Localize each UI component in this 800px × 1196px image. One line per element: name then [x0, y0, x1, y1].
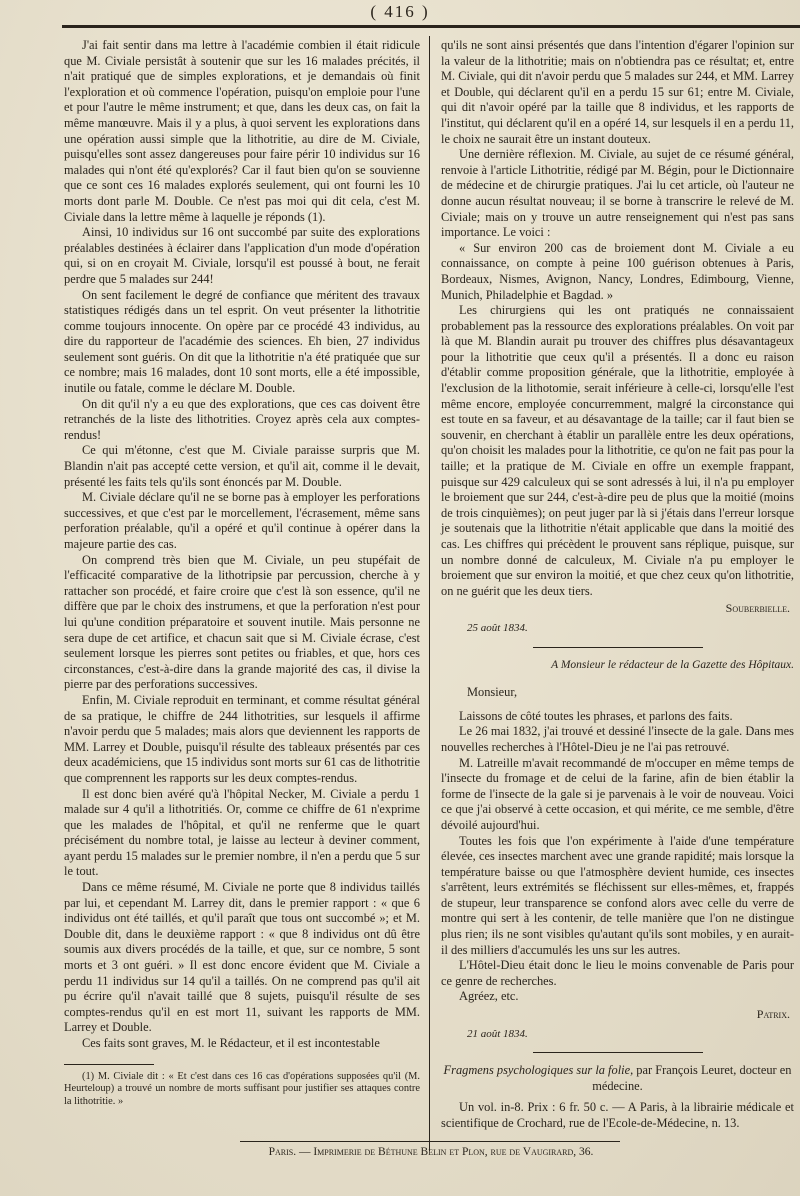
signature: Patrix.	[756, 1007, 790, 1022]
right-column	[441, 38, 794, 1132]
article-paragraph: Ces faits sont graves, M. le Rédacteur, et il est incontestable	[82, 1036, 380, 1050]
footnote-rule	[64, 1064, 154, 1065]
letter-paragraph: Toutes les fois que l'on expérimente à l'aide d'une température élevée, ces insectes marchent avec une grande rapidité; mais lorsque la température baisse ou que l'atmosphère devient humide, ces insectes s'arrêtent, leurs extrémités se fléchissent sur elles-mêmes, et, frappés de stupeur, leur transparence se confond alors avec celle du verre de montre qui sert à les contenir, de telle manière que l'on ne distingue plus rien; ils ne sont visibles qu'autant qu'ils sont mobiles, y en aurait-il des milliers d'accumulés les uns sur les autres.	[441, 833, 794, 957]
column-divider	[429, 36, 430, 1151]
section-rule	[533, 1052, 703, 1053]
letter-paragraph: Agréez, etc.	[459, 989, 519, 1004]
letter-paragraph: Le 26 mai 1832, j'ai trouvé et dessiné l'insecte de la gale. Dans mes nouvelles recherches à l'Hôtel-Dieu je ne l'ai pas retrouvé.	[441, 724, 794, 754]
signature: Souberbielle.	[725, 601, 790, 616]
footnote: (1) M. Civiale dit : « Et c'est dans ces 16 cas d'opérations supposées qu'il (M. Heurteloup) a trouvé un nombre de morts suffisant pour justifier ses attaques contre la lithotritie. »	[64, 1070, 420, 1107]
article-paragraph: Les chirurgiens qui les ont pratiqués ne connaissaient probablement pas la ressource des explorations préalables. On voit par là que M. Blandin aurait pu trouver des chiffres plus désavantageux pour la lithotritie que ceux qu'il a présentés. Il a donc eu raison d'établir comme proposition générale, que la lithotritie, employée à l'exclusion de la lithotomie, serait inférieure à celle-ci, lorsqu'elle l'est même encore, employée concurremment, malgré la circonstance qui est toute en sa faveur, et au désavantage de la taille; car il faut bien se souvenir, en cherchant à établir un parallèle entre les deux opérations, qu'on choisit les malades pour la lithotritie, ce qu'on ne fait pas pour la taille; et la pratique de M. Civiale en offre un exemple frappant, puisque sur 429 calculeux qui se sont adressés à lui, il n'a pu employer le broiement que sur 244, c'est-à-dire peu de plus que la moitié (moins de trois cinquièmes); on peut juger par là si j'étais dans l'erreur lorsque je soutenais que la lithotritie n'était applicable que dans la moitié des cas. Les chiffres qui précèdent le prouvent sans réplique, puisque, sur un nombre donné de calculeux, M. Civiale n'a pu employer le broiement que sur environ la moitié, et que chez ceux qu'on lithotritie, on ne guérit que les deux tiers.	[441, 303, 794, 598]
section-rule	[533, 647, 703, 648]
letter-paragraph: M. Latreille m'avait recommandé de m'occuper en même temps de l'insecte du fromage et de celui de la farine, afin de bien établir la forme de l'insecte de la gale si je parvenais à le voir de nouveau. Voici ce que j'ai observé à cette occasion, et qui mérite, ce me semble, d'être dévoilé aujourd'hui.	[441, 755, 794, 832]
book-author: par François Leuret, docteur en médecine.	[592, 1063, 792, 1093]
page-number: ( 416 )	[370, 2, 430, 21]
printer-imprint: Paris. — Imprimerie de Béthune Belin et Plon, rue de Vaugirard, 36.	[268, 1146, 594, 1158]
article-paragraph: Ce qui m'étonne, c'est que M. Civiale paraisse surpris que M. Blandin n'ait pas accepté cette version, et qu'il ait, comme il le devait, présenté les faits tels qu'ils sont énoncés par M. Double.	[64, 443, 420, 489]
imprint-rule	[240, 1141, 620, 1142]
article-paragraph: Il est donc bien avéré qu'à l'hôpital Necker, M. Civiale a perdu 1 malade sur 4 qu'il a lithotritiés. Or, comme ce chiffre de 61 n'exprime que les malades de l'hôpital, et qu'il ne renferme que le quart précisément du nombre total, je laisse au lecteur à deviner comment, ayant perdu 15 malades sur le premier nombre, il n'en a perdu que 5 sur le tout.	[64, 786, 420, 879]
article-paragraph: qu'ils ne sont ainsi présentés que dans l'intention d'égarer l'opinion sur la valeur de la lithotritie; mais on n'obtiendra pas ce résultat; et, entre M. Civiale, qui dit n'avoir perdu que 5 malades sur 244, et MM. Larrey et Double, qui déclarent qu'il en a perdu 15 sur 61; entre M. Civiale, qui dit n'avoir opéré par la taille que 8 individus, et les rapports de l'institut, qui déclarent qu'il en a opéré 14, sur lesquels il en a perdu 11, le choix ne saurait être un instant douteux.	[441, 38, 794, 146]
book-review-title	[441, 1063, 794, 1094]
article-paragraph: Une dernière réflexion. M. Civiale, au sujet de ce résumé général, renvoie à l'article Lithotritie, rédigé par M. Bégin, pour le Dictionnaire de médecine et de chirurgie pratiques. J'ai lu cet article, où l'auteur ne donne aucun résultat nouveau; il se borne à transcrire le relevé de M. Civiale; mais on y trouve un autre renseignement qui n'est pas sans importance. Le voici :	[441, 147, 794, 240]
article-paragraph: Dans ce même résumé, M. Civiale ne porte que 8 individus taillés par lui, et cependant M. Larrey dit, dans le premier rapport : « que 6 individus ont été taillés, et qu'il paraît que tous ont succombé »; et M. Double dit, dans le deuxième rapport : « que 8 individus ont dû être soumis aux divers procédés de la taille, et que, sur ce nombre, 5 sont morts et 3 ont guéri. » Il est donc encore évident que M. Civiale a perdu 11 individus sur 14 qu'il a taillés. On ne comprend pas qu'il ait pu écrire qu'il n'avait taillé que 8 sujets, puisqu'il résulte de ses comptes-rendus qu'il en est mort 11, suivant les rapports de MM. Larrey et Double.	[64, 880, 420, 1035]
letter-date: 25 août 1834.	[467, 621, 528, 634]
quote-paragraph: « Sur environ 200 cas de broiement dont M. Civiale a eu connaissance, on compte à peine 100 guérison obtenues à Paris, Bordeaux, Nismes, Avignon, Nancy, Londres, Edimbourg, Vienne, Munich, Philadelphie et Bagdad. »	[441, 240, 794, 302]
article-paragraph: On dit qu'il n'y a eu que des explorations, que ces cas doivent être retranchés de la liste des lithotrities. Croyez après cela aux comptes-rendus!	[64, 396, 420, 442]
article-paragraph: On sent facilement le degré de confiance que méritent des travaux statistiques rédigés dans un tel esprit. On veut présenter la lithotritie comme toujours innocente. On opère par ce procédé 43 individus, au dire du rapporteur de l'académie des sciences. Eh bien, 27 individus seulement sont guéris. On dit que la lithotritie n'a été pratiquée que sur ce nombre; mais 16 malades, dont 10 sont morts, elle a été impossible, inutile ou fatale, comme le déclare M. Double.	[64, 287, 420, 396]
left-column	[64, 38, 420, 1108]
article-paragraph: On comprend très bien que M. Civiale, un peu stupéfait de l'efficacité comparative de la lithotripsie par percussion, cherche à y rattacher son procédé, et faire croire que c'est là son essence, qu'il ne diffère que par le choix des instrumens, et que la perforation n'est pour lui qu'une condition préparatoire et souvent inutile. Mais personne ne sera dupe de cet artifice, et chacun sait que si M. Civiale écrase, c'est seulement lorsque les pierres sont petites ou friables, et que, hors ces circonstances, c'est-à-dire dans la grande majorité des cas, il divise la pierre par des perforations successives.	[64, 552, 420, 692]
letter-address: A Monsieur le rédacteur de la Gazette des Hôpitaux.	[551, 658, 794, 671]
salutation: Monsieur,	[467, 685, 518, 700]
letter-paragraph: Laissons de côté toutes les phrases, et parlons des faits.	[459, 708, 733, 723]
top-rule	[62, 25, 800, 28]
article-paragraph: J'ai fait sentir dans ma lettre à l'académie combien il était ridicule que M. Civiale persistât à soutenir que sur les 16 malades précités, il n'ait pratiqué que de simples explorations, et je demandais où finit l'exploration et où commence l'opération, puisqu'on emploie pour l'une et pour l'autre le même instrument; et que, dans les deux cas, on fait la même manœuvre. Mais il y a plus, à quoi servent les explorations dans une opération aussi simple que la lithotritie, au dire de M. Civiale, puisqu'elles sont assez dangereuses pour faire périr 10 individus sur 16 malades qui n'ont été qu'explorés? Car il faut bien qu'on se souvienne que ce sont ces 16 malades explorés seulement, qui ont fourni les 10 morts dont parle M. Double. Ce n'est pas moi qui dit cela, c'est M. Civiale dans la lettre même à laquelle je réponds (1).	[64, 38, 420, 224]
article-paragraph: M. Civiale déclare qu'il ne se borne pas à employer les perforations successives, et que c'est par le morcellement, l'écrasement, même sans perforation préalable, qu'il a opéré et qu'il continue à opérer dans la majeure partie des cas.	[64, 490, 420, 551]
book-review-details: Un vol. in-8. Prix : 6 fr. 50 c. — A Paris, à la librairie médicale et scientifique de Crochard, rue de l'Ecole-de-Médecine, n. 13.	[441, 1100, 794, 1130]
article-paragraph: Ainsi, 10 individus sur 16 ont succombé par suite des explorations préalables destinées à éclairer dans l'application d'un mode d'opération qui, si on en croyait M. Civiale, lorsqu'il est poussé à bout, ne ferait perdre que 5 malades sur 244!	[64, 225, 420, 286]
letter-paragraph: L'Hôtel-Dieu était donc le lieu le moins convenable de Paris pour ce genre de recherches.	[441, 958, 794, 988]
article-paragraph: Enfin, M. Civiale reproduit en terminant, et comme résultat général de sa pratique, le chiffre de 244 lithotrities, sur lesquels il affirme n'avoir perdu que 5 malades; mais alors que deviennent les rapports de MM. Larrey et Double, puisqu'il résulte des tableaux présentés par ces deux académiciens, que 15 individus sont morts sur 61 cas de lithotritie que comprennent les rapports sur les deux comptes-rendus.	[64, 692, 420, 785]
book-title: Fragmens psychologiques sur la folie,	[443, 1063, 634, 1078]
letter-date: 21 août 1834.	[467, 1027, 528, 1040]
